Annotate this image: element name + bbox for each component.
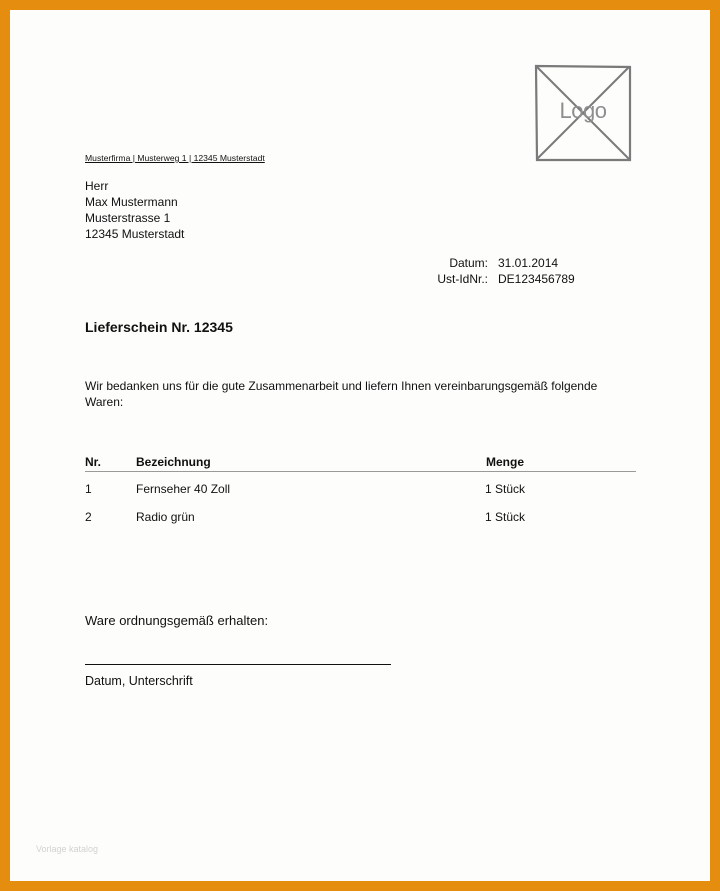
signature-line [85,664,391,665]
row-bezeichnung: Radio grün [136,510,195,524]
row-menge: 1 Stück [484,510,526,524]
sender-line: Musterfirma | Musterweg 1 | 12345 Musterstadt [85,153,265,163]
header-nr: Nr. [85,455,102,469]
document-page [10,10,710,881]
header-bezeichnung: Bezeichnung [136,455,211,469]
table-row [85,472,636,500]
confirmation-text: Ware ordnungsgemäß erhalten: [85,613,269,628]
vat-value: DE123456789 [498,272,575,286]
logo-placeholder [534,64,632,162]
watermark: Vorlage katalog [36,844,99,854]
logo-text: Logo [559,98,607,123]
intro-text: Wir bedanken uns für die gute Zusammenarbeit und liefern Ihnen vereinbarungsgemäß folgende Waren: [85,379,598,409]
meta-date-row [410,255,575,271]
row-menge: 1 Stück [484,482,526,496]
date-label: Datum: [449,256,488,270]
recipient-address [85,178,184,242]
recipient-name: Max Mustermann [85,195,178,209]
row-bezeichnung: Fernseher 40 Zoll [136,482,231,496]
document-meta [410,255,575,287]
meta-vat-row [410,271,575,287]
vat-label: Ust-IdNr.: [437,272,488,286]
document-title: Lieferschein Nr. 12345 [85,319,233,335]
recipient-city: 12345 Musterstadt [85,227,185,241]
items-table [85,455,636,528]
header-menge: Menge [485,455,524,469]
table-row [85,500,636,528]
row-nr: 1 [85,482,92,496]
items-table-header [85,455,636,472]
row-nr: 2 [85,510,92,524]
date-value: 31.01.2014 [498,256,559,270]
recipient-street: Musterstrasse 1 [85,211,171,225]
recipient-salutation: Herr [85,179,109,193]
signature-label: Datum, Unterschrift [85,674,193,688]
